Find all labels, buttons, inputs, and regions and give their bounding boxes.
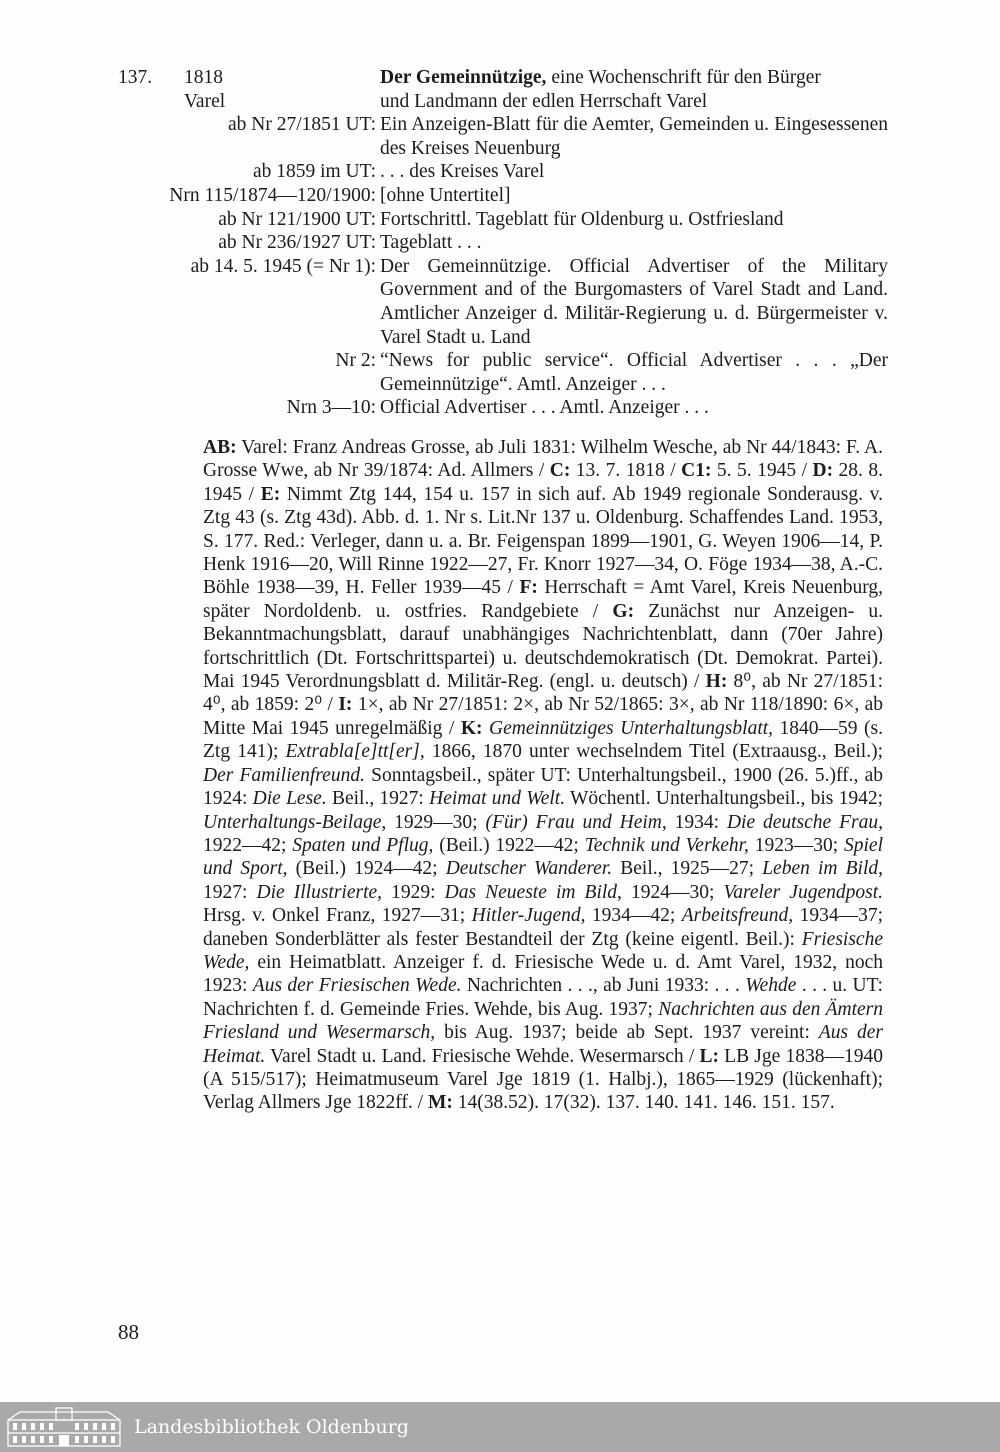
supplement-title: Die deutsche Frau,	[726, 811, 883, 833]
body-text: (Beil.) 1922—42;	[433, 834, 585, 856]
body-paragraph	[203, 436, 883, 1115]
body-text: 1923—30;	[748, 834, 844, 856]
field-label: L:	[699, 1045, 719, 1067]
page-number: 88	[118, 1320, 139, 1344]
body-text: 1866, 1870 unter wechselndem Titel (Extraausg., Beil.);	[424, 741, 883, 763]
body-text: Zunächst nur Anzeigen- u. Bekanntmachungsblatt, darauf unabhängiges Nachrichtenblatt, dann (70er Jahre) fortschrittlich (Dt. Fortschrittspartei) u. deutschdemokratisch (Dt. Demokrat. Partei). Mai 1945 Verordnungsblatt d. Militär-Reg. (engl. u. deutsch) /	[203, 600, 883, 693]
supplement-title: Hitler-Jugend,	[471, 905, 586, 927]
body-text: Varel Stadt u. Land. Friesische Wehde. Wesermarsch /	[265, 1045, 700, 1067]
body-text: 1927:	[203, 881, 257, 903]
field-label: M:	[427, 1092, 453, 1114]
history-text: “News for public service“. Official Advertiser . . . „Der Gemeinnützige“. Amtl. Anzeiger . . .	[380, 350, 888, 395]
history-row	[118, 255, 888, 349]
history-text: Der Gemeinnützige. Official Advertiser of the Military Government and of the Burgomasters of Varel Stadt and Land. Amtlicher Anzeiger d. Militär-Regierung u. d. Bürgermeister v. Varel Stadt u. Land	[380, 255, 888, 348]
history-label: Nrn 115/1874—120/1900:	[169, 184, 376, 206]
entry-number: 137.	[118, 67, 153, 88]
history-row	[118, 396, 888, 420]
body-text: 1934:	[666, 811, 727, 833]
library-footer	[0, 1402, 1000, 1452]
field-label: D:	[812, 460, 834, 482]
history-row	[118, 160, 888, 184]
body-text: Beil., 1927:	[326, 788, 430, 810]
supplement-title: Leben im Bild,	[762, 858, 883, 880]
body-text: 1929—30;	[386, 811, 486, 833]
history-label: ab Nr 121/1900 UT:	[218, 208, 376, 230]
supplement-title: Das Neueste im Bild,	[444, 881, 622, 903]
body-text: Wöchentl. Unterhaltungsbeil., bis 1942;	[565, 788, 884, 810]
supplement-title: Gemeinnütziges Unterhaltungsblatt,	[489, 717, 774, 739]
history-text: Ein Anzeigen-Blatt für die Aemter, Gemeinden u. Eingesessenen des Kreises Neuenburg	[380, 114, 888, 159]
library-name: Landesbibliothek Oldenburg	[134, 1416, 409, 1438]
history-label: Nrn 3—10:	[286, 397, 376, 419]
body-text: Nachrichten . . ., ab Juni 1933: . . .	[461, 975, 746, 997]
body-text: Nimmt Ztg 144, 154 u. 157 in sich auf. Ab 1949 regionale Sonderausg. v. Ztg 43 (s. Ztg 43d). Abb. d. 1. Nr s. Lit.Nr 137 u. Oldenburg. Schaffendes Land. 1953, S. 177. Red.: Verleger, dann u. a. Br. Feigenspan 1899—1901, G. Weyen 1906—14, P. Henk 1916—20, Will Rinne 1922—27, Fr. Knorr 1927—34, O. Föge 1934—38, A.-C. Böhle 1938—39, H. Feller 1939—45 /	[203, 483, 883, 599]
body-text: 1929:	[382, 881, 445, 903]
body-text: (Beil.) 1924—42;	[287, 858, 446, 880]
history-text: Official Advertiser . . . Amtl. Anzeiger . . .	[380, 397, 709, 419]
supplement-title: Aus der Friesischen Wede.	[252, 975, 462, 997]
entry-place: Varel	[184, 90, 226, 112]
supplement-title: Spaten und Pflug,	[292, 834, 434, 856]
field-label: I:	[338, 694, 353, 716]
history-row	[118, 113, 888, 160]
history-label: ab 1859 im UT:	[252, 161, 376, 183]
supplement-title: Aus der Heimat.	[203, 1022, 884, 1067]
body-text: 28. 8. 1945 /	[203, 460, 884, 505]
field-label: E:	[260, 483, 281, 505]
field-label: G:	[612, 600, 635, 622]
history-row	[118, 231, 888, 255]
history-row	[118, 184, 888, 208]
body-text: Hrsg. v. Onkel Franz, 1927—31;	[203, 905, 472, 927]
history-label: ab Nr 236/1927 UT:	[218, 232, 376, 254]
history-row	[118, 208, 888, 232]
body-text: 14(38.52). 17(32). 137. 140. 141. 146. 151. 157.	[452, 1092, 835, 1114]
supplement-title: Arbeitsfreund,	[681, 905, 794, 927]
entry-body	[203, 436, 883, 1115]
supplement-title: Vareler Jugendpost.	[723, 881, 883, 903]
supplement-title: Technik und Verkehr,	[584, 834, 749, 856]
entry-header	[118, 66, 888, 420]
field-label: AB:	[203, 437, 237, 458]
field-label: K:	[460, 717, 483, 739]
field-label: F:	[519, 577, 538, 599]
supplement-title: Nachrichten aus den Ämtern Friesland und Wesermarsch,	[203, 998, 883, 1044]
history-label: Nr 2:	[335, 350, 376, 372]
entry-title-bold: Der Gemeinnützige,	[380, 67, 547, 88]
entry-title-line2: und Landmann der edlen Herrschaft Varel	[380, 90, 708, 112]
body-text: . . . u. UT: Nachrichten f. d. Gemeinde Fries. Wehde, bis Aug. 1937;	[203, 975, 883, 1020]
entry-year: 1818	[184, 67, 223, 88]
supplement-title: Wehde	[745, 975, 797, 997]
body-text: 5. 5. 1945 /	[711, 460, 813, 482]
entry-title	[376, 66, 888, 113]
entry-title-rest: eine Wochenschrift für den Bürger	[546, 67, 821, 88]
title-history	[118, 113, 888, 420]
history-text: Tageblatt . . .	[380, 232, 482, 254]
body-text: Sonntagsbeil., später UT: Unterhaltungsbeil., 1900 (26. 5.)ff., ab 1924:	[203, 764, 883, 810]
history-row	[118, 349, 888, 396]
field-label: C:	[549, 460, 571, 482]
history-label: ab 14. 5. 1945 (= Nr 1):	[190, 255, 376, 277]
history-text: . . . des Kreises Varel	[380, 161, 545, 183]
history-text: [ohne Untertitel]	[380, 184, 511, 206]
supplement-title: Deutscher Wanderer.	[445, 858, 613, 880]
supplement-title: Die Illustrierte,	[256, 881, 383, 903]
field-label: H:	[705, 671, 728, 693]
library-building-icon	[4, 1406, 124, 1448]
supplement-title: Spiel und Sport,	[203, 834, 883, 880]
body-text: Herrschaft = Amt Varel, Kreis Neuenburg, später Nordoldenb. u. ostfries. Randgebiete /	[203, 577, 883, 622]
body-text: Beil., 1925—27;	[612, 858, 763, 880]
history-text: Fortschrittl. Tageblatt für Oldenburg u. Ostfriesland	[380, 208, 784, 230]
entry-title-row	[118, 66, 888, 113]
body-text: LB Jge 1838—1940 (A 515/517); Heimatmuseum Varel Jge 1819 (1. Halbj.), 1865—1929 (lückenhaft); Verlag Allmers Jge 1822ff. /	[203, 1045, 883, 1114]
supplement-title: (Für) Frau und Heim,	[485, 811, 667, 833]
supplement-title: Der Familienfreund.	[203, 764, 365, 786]
supplement-title: Die Lese.	[252, 788, 327, 810]
supplement-title: Unterhaltungs-Beilage,	[203, 811, 387, 833]
field-label: C1:	[681, 460, 712, 482]
body-text: 1934—37; daneben Sonderblätter als fester Bestandteil der Ztg (keine eigentl. Beil.):	[203, 905, 883, 950]
body-text: bis Aug. 1937; beide ab Sept. 1937 vereint:	[435, 1022, 819, 1044]
body-text: 1934—42;	[585, 905, 682, 927]
body-text: 13. 7. 1818 /	[570, 460, 682, 482]
body-text: 1924—30;	[621, 881, 724, 903]
body-text: 1922—42;	[203, 834, 293, 856]
body-text: 1×, ab Nr 27/1851: 2×, ab Nr 52/1865: 3×, ab Nr 118/1890: 6×, ab Mitte Mai 1945 unregelmäßig /	[203, 694, 884, 739]
history-label: ab Nr 27/1851 UT:	[228, 114, 376, 136]
supplement-title: Friesische Wede,	[203, 928, 883, 973]
supplement-title: Heimat und Welt.	[429, 788, 566, 810]
body-text: 1840—59 (s. Ztg 141);	[203, 717, 883, 763]
supplement-title: Extrabla[e]tt[er],	[285, 741, 425, 763]
body-text: 8⁰, ab Nr 27/1851: 4⁰, ab 1859: 2⁰ /	[203, 671, 884, 716]
body-text: Varel: Franz Andreas Grosse, ab Juli 1831: Wilhelm Wesche, ab Nr 44/1843: F. A. Grosse Wwe, ab Nr 39/1874: Ad. Allmers /	[203, 437, 883, 482]
body-text: ein Heimatblatt. Anzeiger f. d. Friesische Wede u. d. Amt Varel, 1932, noch 1923:	[203, 951, 883, 997]
